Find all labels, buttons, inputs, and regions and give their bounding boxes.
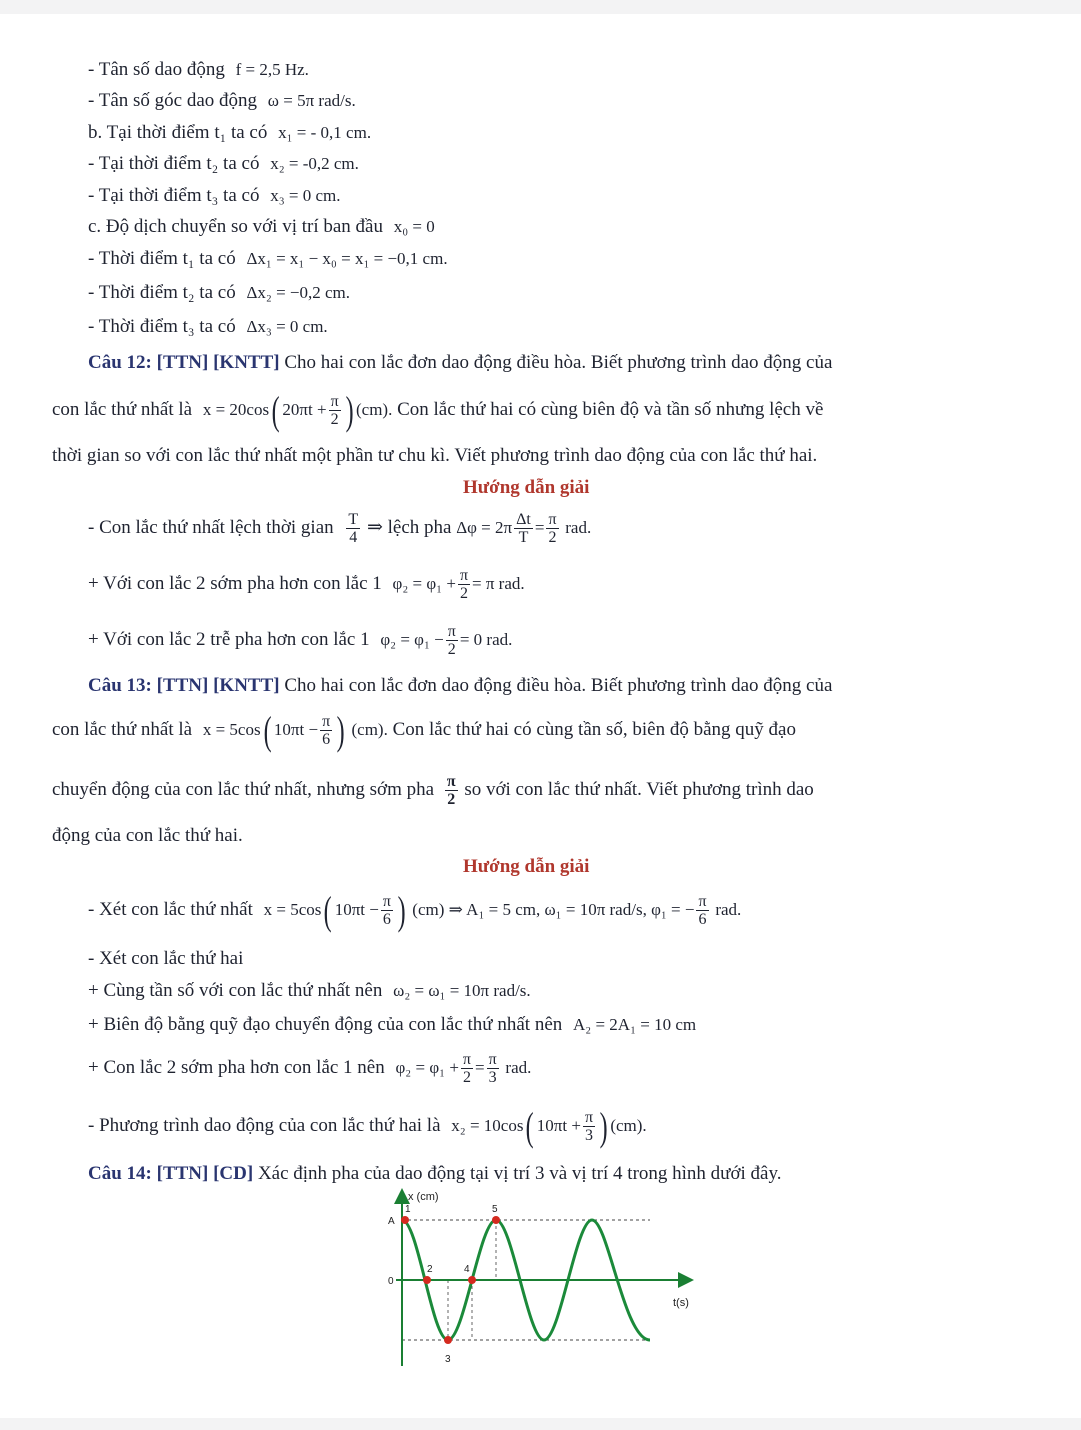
- q12-line-3: [52, 444, 817, 468]
- frac-den: 2: [447, 791, 456, 809]
- line-angular-frequency: [88, 89, 356, 113]
- line-frequency: [88, 58, 309, 82]
- text: - Phương trình dao động của con lắc thứ hai là: [88, 1115, 441, 1136]
- text: + Với con lắc 2 trễ pha hơn con lắc 1: [88, 629, 370, 650]
- math: ω₂ = ω₁ = 10π rad/s.: [393, 981, 531, 1000]
- math: x₀ = 0: [393, 217, 435, 236]
- q13-line-3: [52, 768, 814, 812]
- q13-text: Cho hai con lắc đơn dao động điều hòa. Biết phương trình dao động của: [284, 675, 833, 696]
- bottom-band: [0, 1418, 1081, 1430]
- point-4-label: 4: [464, 1264, 470, 1275]
- origin-label: 0: [388, 1276, 394, 1287]
- text: - Tân số góc dao động: [88, 90, 258, 111]
- fraction: [320, 713, 332, 748]
- text: - Tại thời điểm t₂ ta có: [88, 153, 260, 174]
- line-dx3: [88, 315, 328, 339]
- y-axis-label: x (cm): [408, 1191, 439, 1203]
- point-2-label: 2: [427, 1264, 433, 1275]
- frac-den: T: [518, 529, 529, 547]
- q12-text: Cho hai con lắc đơn dao động điều hòa. Biết phương trình dao động của: [284, 352, 833, 373]
- q13-guide-2: [88, 947, 243, 971]
- q12-line-2: [52, 388, 823, 432]
- text: c. Độ dịch chuyển so với vị trí ban đầu: [88, 216, 383, 237]
- math: 10πt −: [334, 900, 379, 919]
- math: φ₂ = φ₁ +: [392, 574, 456, 593]
- text: thời gian so với con lắc thứ nhất một phần tư chu kì. Viết phương trình dao động của con lắc thứ hai.: [52, 445, 818, 466]
- q12-guide-1: - Con lắc thứ nhất lệch thời gian $\frac{T}{4}$ ⇒ lệch pha Δφ = 2π $\frac{\Delta t}{T}$ = $\frac{\pi}{2}$ rad.: [88, 511, 592, 547]
- frac-num: Δt: [516, 511, 531, 529]
- q13-guide-5: + Con lắc 2 sớm pha hơn con lắc 1 nên φ₂ = φ₁ + $\frac{\pi}{2}$ = $\frac{\pi}{3}$ rad.: [88, 1051, 532, 1087]
- text: - Thời điểm t₁ ta có: [88, 248, 236, 269]
- q14-text: Xác định pha của dao động tại vị trí 3 và vị trí 4 trong hình dưới đây.: [257, 1163, 782, 1184]
- fraction: [583, 1109, 595, 1144]
- frac-num: π: [584, 1109, 594, 1127]
- math: A₂ = 2A₁ = 10 cm: [573, 1015, 697, 1034]
- text: con lắc thứ nhất là: [52, 719, 193, 740]
- paren-close: ): [397, 887, 406, 933]
- math: = 0 rad.: [459, 630, 513, 649]
- frac-num: π: [548, 511, 557, 529]
- equation: (cm).: [351, 720, 388, 739]
- point-3: [444, 1336, 452, 1344]
- q14-line-1: [88, 1162, 782, 1186]
- frac-num: π: [459, 567, 469, 585]
- fraction: [445, 773, 458, 808]
- line-t3: [88, 184, 341, 208]
- q14-label: Câu 14: [TTN] [CD]: [88, 1163, 254, 1184]
- text: b. Tại thời điểm t₁ ta có: [88, 122, 268, 143]
- paren-open: (: [324, 887, 333, 933]
- text: - Thời điểm t₂ ta có: [88, 282, 236, 303]
- point-5: [492, 1216, 500, 1224]
- q12-guide-2: [88, 562, 525, 606]
- frac-num: π: [330, 393, 339, 411]
- equation: x = 5cos: [202, 720, 261, 739]
- math: (cm).: [610, 1116, 647, 1135]
- text: - Xét con lắc thứ nhất: [88, 899, 253, 920]
- paren-close: ): [599, 1103, 608, 1149]
- frac-num: π: [446, 773, 456, 791]
- fraction: [461, 1051, 473, 1086]
- frac-den: 4: [349, 529, 358, 547]
- q13-guide-heading: Hướng dẫn giải: [463, 856, 590, 877]
- point-1-label: 1: [405, 1204, 411, 1215]
- q13-line-1: [88, 674, 832, 698]
- text: + Biên độ bằng quỹ đạo chuyển động của con lắc thứ nhất nên: [88, 1014, 563, 1035]
- math: rad.: [505, 1058, 532, 1077]
- math: ω = 5π rad/s.: [267, 91, 356, 110]
- line-dx1: [88, 247, 448, 271]
- text: - Con lắc thứ nhất lệch thời gian: [88, 517, 334, 538]
- q12-line-1: [88, 351, 832, 375]
- equation: x = 20cos: [202, 400, 270, 419]
- math: φ₂ = φ₁ +: [395, 1058, 459, 1077]
- text: + Cùng tần số với con lắc thứ nhất nên: [88, 980, 383, 1001]
- q13-line-4: [52, 824, 243, 848]
- fraction: [458, 567, 470, 602]
- fraction: [514, 511, 533, 546]
- paren-open: (: [526, 1103, 535, 1149]
- line-c-displacement: [88, 215, 435, 239]
- q13-label: Câu 13: [TTN] [KNTT]: [88, 675, 280, 696]
- math: Δφ = 2π: [456, 518, 513, 537]
- text: ⇒ lệch pha: [366, 517, 452, 538]
- text: - Tại thời điểm t₃ ta có: [88, 185, 260, 206]
- math: φ₂ = φ₁ −: [380, 630, 444, 649]
- q13-guide-3: [88, 979, 531, 1003]
- math: (cm) ⇒ A₁ = 5 cm, ω₁ = 10π rad/s, φ₁ = −: [412, 900, 695, 919]
- x-axis-label: t(s): [673, 1297, 689, 1309]
- q13-line-2: [52, 708, 796, 752]
- frac-den: 2: [548, 529, 557, 547]
- fraction: [381, 893, 393, 928]
- line-t2: [88, 152, 359, 176]
- q12-guide-3: [88, 618, 512, 662]
- math: x₃ = 0 cm.: [270, 186, 341, 205]
- frac-num: π: [322, 713, 331, 731]
- q13-guide-1: [88, 888, 741, 932]
- text: - Xét con lắc thứ hai: [88, 948, 244, 969]
- point-2: [423, 1276, 431, 1284]
- text: + Con lắc 2 sớm pha hơn con lắc 1 nên: [88, 1057, 385, 1078]
- math: x₂ = 10cos: [451, 1116, 524, 1135]
- fraction: [446, 623, 458, 658]
- text: Con lắc thứ hai có cùng tần số, biên độ bằng quỹ đạo: [392, 719, 796, 740]
- text: so với con lắc thứ nhất. Viết phương trình dao: [464, 779, 814, 800]
- text: - Tân số dao động: [88, 59, 225, 80]
- math: Δx₂ = −0,2 cm.: [246, 283, 351, 302]
- paren-open: (: [271, 387, 280, 433]
- math: Δx₁ = x₁ − x₀ = x₁ = −0,1 cm.: [246, 249, 448, 268]
- frac-num: π: [698, 893, 707, 911]
- text: chuyển động của con lắc thứ nhất, nhưng sớm pha: [52, 779, 435, 800]
- paren-open: (: [263, 707, 272, 753]
- oscillation-graph: [360, 1188, 700, 1374]
- frac-den: 6: [382, 911, 391, 929]
- point-4: [468, 1276, 476, 1284]
- q13-guide-6: [88, 1104, 647, 1148]
- point-1: [401, 1216, 409, 1224]
- fraction: [546, 511, 558, 546]
- math: f = 2,5 Hz.: [235, 60, 309, 79]
- q12-guide-heading: Hướng dẫn giải: [463, 477, 590, 498]
- frac-num: π: [488, 1051, 497, 1069]
- text: con lắc thứ nhất là: [52, 399, 193, 420]
- q12-label: Câu 12: [TTN] [KNTT]: [88, 352, 280, 373]
- text: động của con lắc thứ hai.: [52, 825, 243, 846]
- fraction: [487, 1051, 499, 1086]
- math: Δx₃ = 0 cm.: [246, 317, 328, 336]
- frac-den: 6: [322, 731, 331, 749]
- frac-num: π: [382, 893, 391, 911]
- text: - Thời điểm t₃ ta có: [88, 316, 236, 337]
- frac-num: π: [447, 623, 456, 641]
- frac-den: 2: [462, 1069, 471, 1087]
- paren-close: ): [345, 387, 354, 433]
- frac-den: 2: [447, 641, 456, 659]
- frac-den: 6: [698, 911, 707, 929]
- paren-close: ): [336, 707, 345, 753]
- math: x₂ = -0,2 cm.: [270, 154, 359, 173]
- math: 10πt +: [536, 1116, 581, 1135]
- frac-den: 2: [459, 585, 468, 603]
- text: + Với con lắc 2 sớm pha hơn con lắc 1: [88, 573, 382, 594]
- fraction: [346, 511, 360, 546]
- line-dx2: [88, 281, 350, 305]
- text: Con lắc thứ hai có cùng biên độ và tần số nhưng lệch về: [397, 399, 824, 420]
- math: x = 5cos: [263, 900, 322, 919]
- frac-num: π: [462, 1051, 471, 1069]
- q13-guide-4: [88, 1013, 696, 1037]
- math: = π rad.: [472, 574, 525, 593]
- fraction: [329, 393, 341, 428]
- line-b-t1: [88, 121, 371, 145]
- fraction: [696, 893, 708, 928]
- amp-label: A: [388, 1216, 395, 1227]
- equation: 10πt −: [273, 720, 319, 739]
- equation: (cm).: [355, 400, 393, 419]
- frac-den: 3: [584, 1127, 593, 1145]
- point-5-label: 5: [492, 1204, 498, 1215]
- math: x₁ = - 0,1 cm.: [278, 123, 372, 142]
- frac-num: T: [348, 511, 359, 529]
- math: rad.: [565, 518, 592, 537]
- frac-den: 2: [330, 411, 339, 429]
- math: rad.: [715, 900, 742, 919]
- equation: 20πt +: [282, 400, 327, 419]
- frac-den: 3: [488, 1069, 497, 1087]
- point-3-label: 3: [445, 1354, 451, 1365]
